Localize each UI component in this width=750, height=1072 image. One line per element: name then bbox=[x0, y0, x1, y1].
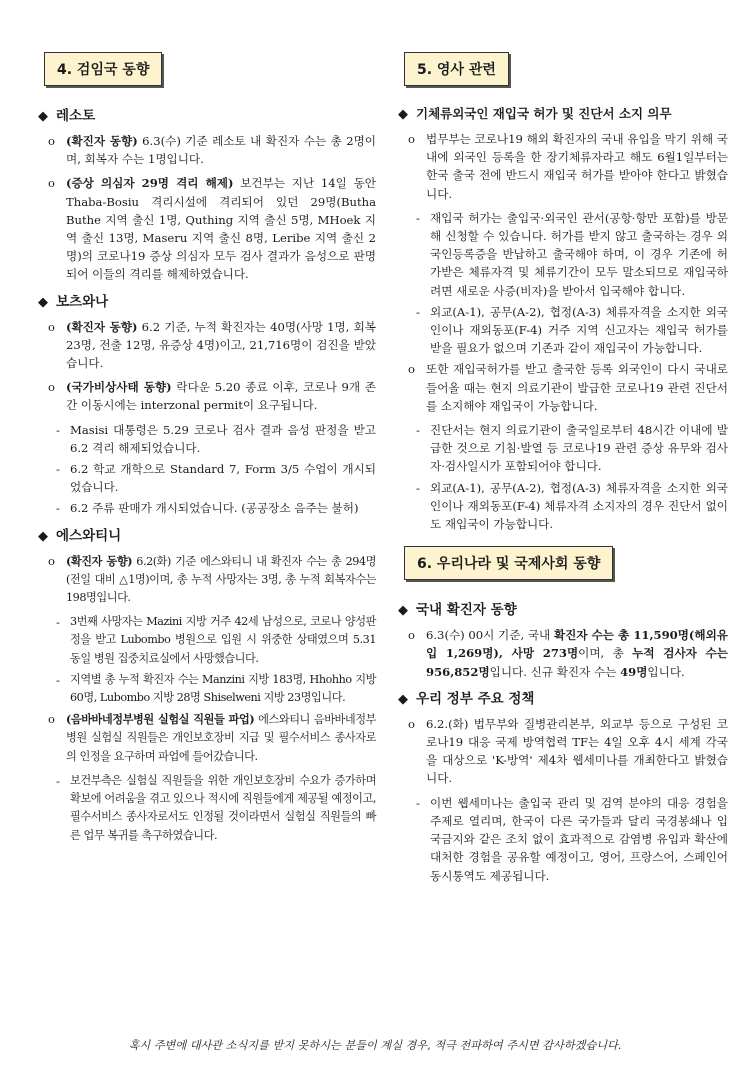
dash-item: - 외교(A-1), 공무(A-2), 협정(A-3) 체류자격을 소지한 외국인이나 재외동포(F-4) 거주 지역 신고자는 재입국 허가를 받을 필요가 없으며 기존과 같이 재입국이 가능합니다. bbox=[416, 304, 728, 356]
subheading-domestic: ◆ 국내 확진자 동향 bbox=[398, 602, 517, 619]
footer-note: 혹시 주변에 대사관 소식지를 받지 못하시는 분들이 계실 경우, 적극 전파하여 주시면 감사하겠습니다. bbox=[128, 1039, 622, 1052]
dash-item: - 3번째 사망자는 Mazini 지방 거주 42세 남성으로, 코로나 양성판정을 받고 Lubombo 병원으로 입원 시 위중한 상태였으며 5.31 동일 병원 집중치료실에서 사망했습니다. bbox=[56, 615, 376, 665]
dash-item: - 이번 웹세미나는 출입국 관리 및 검역 분야의 대응 경험을 주제로 열리며, 한국이 다른 국가들과 달리 국경봉쇄나 입국금지와 같은 조치 없이 효과적으로 감염병 유입과 확산에 대처한 경험을 공유할 예정이고, 영어, 프랑스어, 스페인어 동시통역도 제공됩니다. bbox=[416, 795, 728, 883]
dash-item: - 진단서는 현지 의료기관이 출국일로부터 48시간 이내에 발급한 것으로 기침·발열 등 코로나19 관련 증상 유무와 검사자·검사일시가 포함되어야 합니다. bbox=[416, 423, 728, 474]
subheading-eswatini: ◆ 에스와티니 bbox=[38, 527, 122, 544]
section-title-5: 5. 영사 관련 bbox=[404, 52, 509, 86]
diamond-icon: ◆ bbox=[398, 107, 408, 122]
section-title-4: 4. 검임국 동향 bbox=[44, 52, 162, 86]
diamond-icon: ◆ bbox=[38, 109, 48, 124]
subheading-visa: ◆ 기체류외국인 재입국 허가 및 진단서 소지 의무 bbox=[398, 106, 672, 122]
left-column bbox=[38, 52, 376, 848]
diamond-icon: ◆ bbox=[38, 294, 48, 310]
dash-item: - 보건부측은 실험실 직원들을 위한 개인보호장비 수요가 증가하며 확보에 어려움을 겪고 있으나 적시에 직원들에게 제공될 예정이고, 필수서비스 종사자로서도 인정될 것이라면서 실험실 직원들의 빠른 업무 복귀를 촉구하였습니다. bbox=[56, 773, 376, 842]
list-item: o 6.2.(화) 법무부와 질병관리본부, 외교부 등으로 구성된 코로나19 대응 국제 방역협력 TF는 4일 오후 4시 세계 각국을 대상으로 'K-방역' 제4차 웹세미나를 개최한다고 밝혔습니다. bbox=[408, 716, 728, 786]
diamond-icon: ◆ bbox=[38, 528, 48, 544]
diamond-icon: ◆ bbox=[398, 603, 408, 619]
list-item: o (확진자 동향) 6.2 기준, 누적 확진자는 40명(사망 1명, 회복 23명, 전출 12명, 유증상 4명)이고, 21,716명이 검진을 받았습니다. bbox=[48, 319, 376, 371]
diamond-icon: ◆ bbox=[398, 691, 408, 707]
list-item: o (확진자 동향) 6.2(화) 기준 에스와티니 내 확진자 수는 총 294명(전일 대비 △1명)이며, 총 누적 사망자는 3명, 총 누적 회복자수는 198명입니다. bbox=[48, 553, 376, 605]
list-item: o (국가비상사태 동향) 락다운 5.20 종료 이후, 코로나 9개 존간 이동시에는 interzonal permit이 요구됩니다. bbox=[48, 380, 376, 413]
dash-item: - 6.2 학교 개학으로 Standard 7, Form 3/5 수업이 개시되었습니다. bbox=[56, 462, 376, 495]
dash-item: - 외교(A-1), 공무(A-2), 협정(A-3) 체류자격을 소지한 외국인이나 재외동포(F-4) 체류자격 소지자의 경우 진단서 없이도 재입국이 가능합니다. bbox=[416, 480, 728, 532]
section-title-6: 6. 우리나라 및 국제사회 동향 bbox=[404, 546, 613, 580]
list-item: o 6.3(수) 00시 기준, 국내 확진자 수는 총 11,590명(해외유입 1,269명), 사망 273명이며, 총 누적 검사자 수는 956,852명입니다. 신규 확진자 수는 49명입니다. bbox=[408, 628, 728, 679]
list-item: o (확진자 동향) 6.3(수) 기준 레소토 내 확진자 수는 총 2명이며, 회복자 수는 1명입니다. bbox=[48, 134, 376, 167]
right-column bbox=[398, 52, 728, 888]
dash-item: - Masisi 대통령은 5.29 코로나 검사 결과 음성 판정을 받고 6.2 격리 해제되었습니다. bbox=[56, 422, 376, 455]
subheading-policy: ◆ 우리 정부 주요 정책 bbox=[398, 690, 535, 707]
list-item: o (음바바네정부병원 실험실 직원들 파업) 에스와티니 음바바네정부병원 실험실 직원들은 개인보호장비 지급 및 필수서비스 종사자로의 인정을 요구하며 파업에 들어갔습니다. bbox=[48, 712, 376, 763]
list-item: o 법무부는 코로나19 해외 확진자의 국내 유입을 막기 위해 국내에 외국인 등록을 한 장기체류자라고 해도 6월1일부터는 한국 출국 전에 반드시 재입국 허가를 받아야 한다고 밝혔습니다. bbox=[408, 132, 728, 201]
dash-item: - 6.2 주류 판매가 개시되었습니다. (공공장소 음주는 불허) bbox=[56, 501, 359, 516]
list-item: o (증상 의심자 29명 격리 해제) 보건부는 지난 14일 동안 Thaba-Bosiu 격리시설에 격리되어 있던 29명(Butha Buthe 지역 출신 1명, Quthing 지역 출신 5명, MHoek 지역 출신 13명, Maseru 지역 출신 8명, Leribe 지역 출신 2명)의 코로나19 증상 의심자 모두 검사 결과가 음성으로 판명되어 이들의 격리를 해제하였습니다. bbox=[48, 176, 377, 282]
list-item: o 또한 재입국허가를 받고 출국한 등록 외국인이 다시 국내로 들어올 때는 현지 의료기관이 발급한 코로나19 관련 진단서를 소지해야 재입국이 가능합니다. bbox=[408, 362, 728, 413]
subheading-botswana: ◆ 보츠와나 bbox=[38, 293, 109, 310]
dash-item: - 재입국 허가는 출입국·외국인 관서(공항·항만 포함)를 방문해 신청할 수 있습니다. 허가를 받지 않고 출국하는 경우 외국인등록증을 반납하고 출국해야 하며, 이 경우 기존에 허가받은 체류자격 및 체류기간이 모두 말소되므로 재입국하려면 새로운 사증(비자)을 받아서 입국해야 합니다. bbox=[416, 210, 728, 298]
subheading-lesotho: ◆ 레소토 bbox=[38, 108, 96, 124]
dash-item: - 지역별 총 누적 확진자 수는 Manzini 지방 183명, Hhohho 지방 60명, Lubombo 지방 28명 Shiselweni 지방 23명입니다. bbox=[56, 672, 376, 705]
